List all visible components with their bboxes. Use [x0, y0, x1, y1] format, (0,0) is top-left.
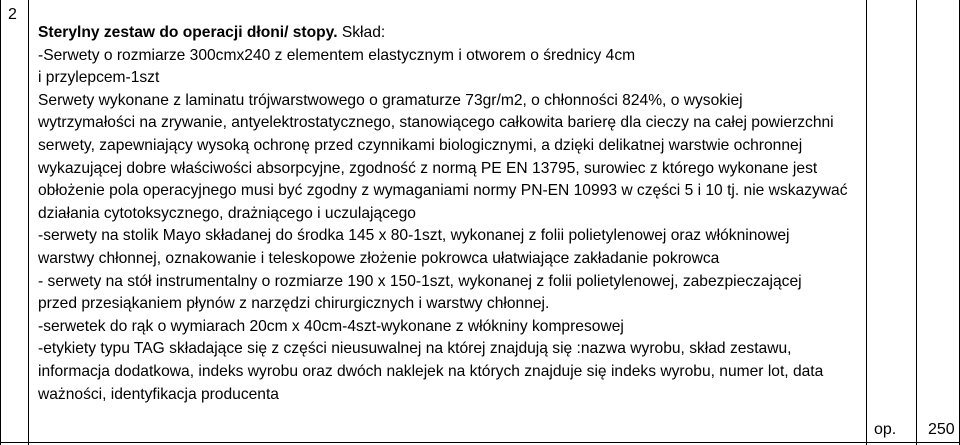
- item-description: [38, 22, 863, 406]
- description-line: wytrzymałości na zrywanie, antyelektrostatycznego, stanowiącego całkowita barierę dla cieczy na całej powierzchni: [38, 114, 834, 132]
- description-line: i przylepcem-1szt: [38, 69, 160, 87]
- description-line: -serwety na stolik Mayo składanej do środka 145 x 80-1szt, wykonanej z folii polietylenowej oraz włókninowej: [38, 227, 790, 245]
- description-line: obłożenie pola operacyjnego musi być zgodny z wymaganiami normy PN-EN 10993 w części 5 i 10 tj. nie wskazywać: [38, 182, 848, 200]
- description-line: -etykiety typu TAG składające się z części nieusuwalnej na której znajdują się :nazwa wyrobu, skład zestawu,: [38, 340, 792, 358]
- row-bottom-border: [0, 442, 960, 443]
- description-line: działania cytotoksycznego, drażniącego i uczulającego: [38, 204, 416, 222]
- column-divider-quantity: [916, 0, 917, 445]
- description-line: wykazującej dobre właściwości absorpcyjne, zgodność z normą PE EN 13795, surowiec z którego wykonane jest: [38, 159, 818, 177]
- column-divider-number: [28, 0, 29, 445]
- description-line: przed przesiąkaniem płynów z narzędzi chirurgicznych i warstwy chłonnej.: [38, 295, 550, 313]
- border-left: [0, 0, 1, 445]
- description-line: serwety, zapewniający wysoką ochronę przed czynnikami biologicznymi, a dzięki delikatnej warstwie ochronnej: [38, 136, 803, 154]
- description-line: warstwy chłonnej, oznakowanie i teleskopowe złożenie pokrowca ułatwiające zakładanie pokrowca: [38, 249, 720, 267]
- quantity-value: 250: [928, 421, 955, 438]
- unit-of-measure: op.: [874, 421, 897, 438]
- description-line: Serwety wykonane z laminatu trójwarstwowego o gramaturze 73gr/m2, o chłonności 824%, o wysokiej: [38, 91, 743, 109]
- description-line: -serwetek do rąk o wymiarach 20cm x 40cm-4szt-wykonane z włókniny kompresowej: [38, 317, 624, 335]
- item-title: Sterylny zestaw do operacji dłoni/ stopy.: [38, 24, 338, 41]
- description-line: - serwety na stół instrumentalny o rozmiarze 190 x 150-1szt, wykonanej z folii polietylenowej, zabezpieczającej: [38, 272, 802, 290]
- description-line: informacja dodatkowa, indeks wyrobu oraz dwóch naklejek na których znajduje się indeks wyrobu, numer lot, data: [38, 362, 824, 380]
- item-title-suffix: Skład:: [337, 24, 386, 41]
- column-divider-unit: [866, 0, 867, 445]
- description-title-line: [38, 22, 863, 45]
- description-line: ważności, identyfikacja producenta: [38, 385, 279, 403]
- description-line: -Serwety o rozmiarze 300cmx240 z elementem elastycznym i otworem o średnicy 4cm: [38, 46, 636, 64]
- row-number: 2: [8, 6, 17, 23]
